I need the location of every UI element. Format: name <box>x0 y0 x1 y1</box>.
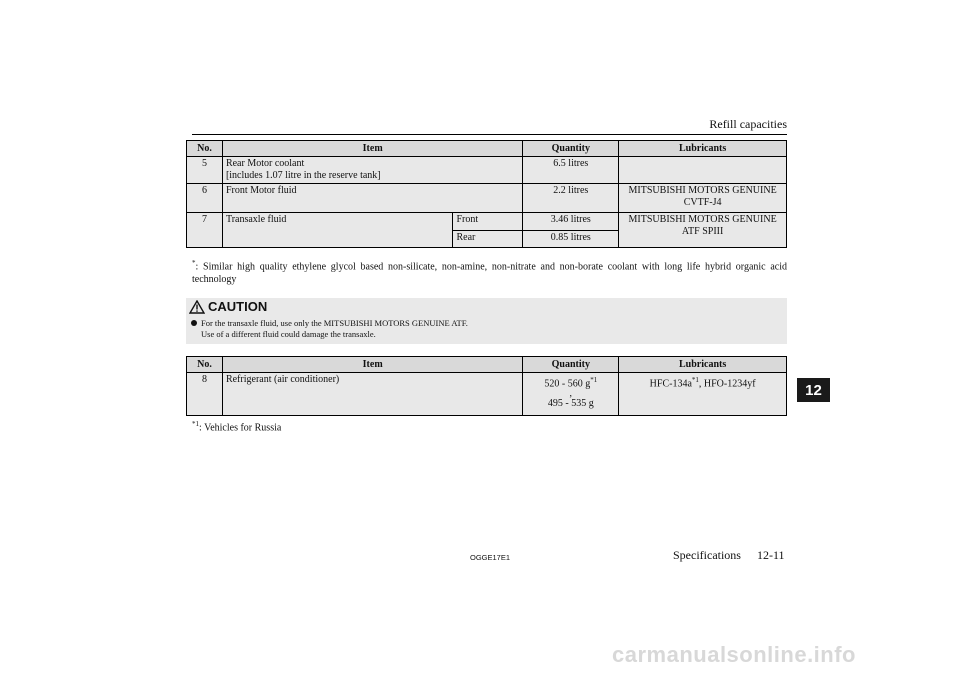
cell-lubricants <box>619 373 787 416</box>
footnote-marker: *1 <box>192 420 199 428</box>
header-rule <box>192 134 787 135</box>
watermark-text: carmanualsonline.info <box>612 642 856 667</box>
footnote-text: : Similar high quality ethylene glycol based non-silicate, non-amine, non-nitrate and non-borate coolant with long life hybrid organic acid technology <box>192 261 787 286</box>
page-number: 12-11 <box>757 548 785 562</box>
footer-section-title: Specifications <box>673 548 741 562</box>
caution-box <box>186 298 787 344</box>
quantity-separator: , <box>569 388 573 400</box>
col-header-no: No. <box>187 141 223 157</box>
cell-no: 6 <box>187 184 223 213</box>
cell-no: 5 <box>187 157 223 184</box>
cell-quantity <box>523 373 619 416</box>
lubricant-line: ATF SPIII <box>681 226 724 237</box>
cell-item: Refrigerant (air conditioner) <box>222 373 522 416</box>
caution-text: For the transaxle fluid, use only the MITSUBISHI MOTORS GENUINE ATF. <box>201 318 468 328</box>
document-code: OGGE17E1 <box>470 553 511 562</box>
quantity-line: 495 - 535 g <box>547 398 594 410</box>
refill-table-1-body <box>186 140 787 248</box>
quantity-value: 520 - 560 g <box>544 378 591 390</box>
cell-item: Transaxle fluid <box>222 213 453 248</box>
col-header-quantity: Quantity <box>523 357 619 373</box>
table-row <box>187 157 787 184</box>
table-row <box>187 213 787 231</box>
footnote-text: : Vehicles for Russia <box>199 422 282 434</box>
refill-table-2 <box>186 356 787 416</box>
footnote-ref: *1 <box>691 376 699 384</box>
warning-triangle-icon <box>189 300 205 314</box>
col-header-lubricants: Lubricants <box>619 357 787 373</box>
bullet-icon <box>191 320 197 326</box>
cell-quantity: 3.46 litres <box>523 213 619 231</box>
cell-item: Front Motor fluid <box>222 184 522 213</box>
item-line: [includes 1.07 litre in the reserve tank] <box>225 170 381 181</box>
lubricant-value: , HFO-1234yf <box>698 378 756 390</box>
cell-lubricants <box>619 184 787 213</box>
cell-no: 7 <box>187 213 223 248</box>
cell-sub-label: Rear <box>453 231 523 248</box>
table-header-row <box>187 141 787 157</box>
cell-lubricants <box>619 157 787 184</box>
caution-line <box>191 318 468 329</box>
page-header-title: Refill capacities <box>709 117 787 131</box>
col-header-no: No. <box>187 357 223 373</box>
caution-body <box>191 318 468 340</box>
col-header-quantity: Quantity <box>523 141 619 157</box>
caution-header <box>189 299 267 314</box>
cell-quantity: 0.85 litres <box>523 231 619 248</box>
lubricant-value: HFC-134a <box>649 378 692 390</box>
table-row <box>187 184 787 213</box>
cell-quantity: 6.5 litres <box>523 157 619 184</box>
footnote-marker: * <box>192 259 196 267</box>
item-line: Rear Motor coolant <box>225 158 305 169</box>
lubricant-line: MITSUBISHI MOTORS GENUINE <box>628 214 777 225</box>
lubricant-line: MITSUBISHI MOTORS GENUINE <box>628 185 777 196</box>
col-header-item: Item <box>222 141 522 157</box>
footnote-russia <box>192 420 281 433</box>
footnote-coolant <box>192 257 787 286</box>
cell-sub-label: Front <box>453 213 523 231</box>
lubricant-line: CVTF-J4 <box>683 197 722 208</box>
chapter-tab[interactable]: 12 <box>797 378 830 402</box>
cell-lubricants <box>619 213 787 248</box>
caution-line: Use of a different fluid could damage the transaxle. <box>201 329 376 339</box>
caution-label: CAUTION <box>208 299 268 314</box>
table-header-row <box>187 357 787 373</box>
col-header-item: Item <box>222 357 522 373</box>
cell-quantity: 2.2 litres <box>523 184 619 213</box>
col-header-lubricants: Lubricants <box>619 141 787 157</box>
cell-no: 8 <box>187 373 223 416</box>
cell-item <box>222 157 522 184</box>
table-row <box>187 373 787 416</box>
footnote-ref: *1 <box>590 376 598 384</box>
